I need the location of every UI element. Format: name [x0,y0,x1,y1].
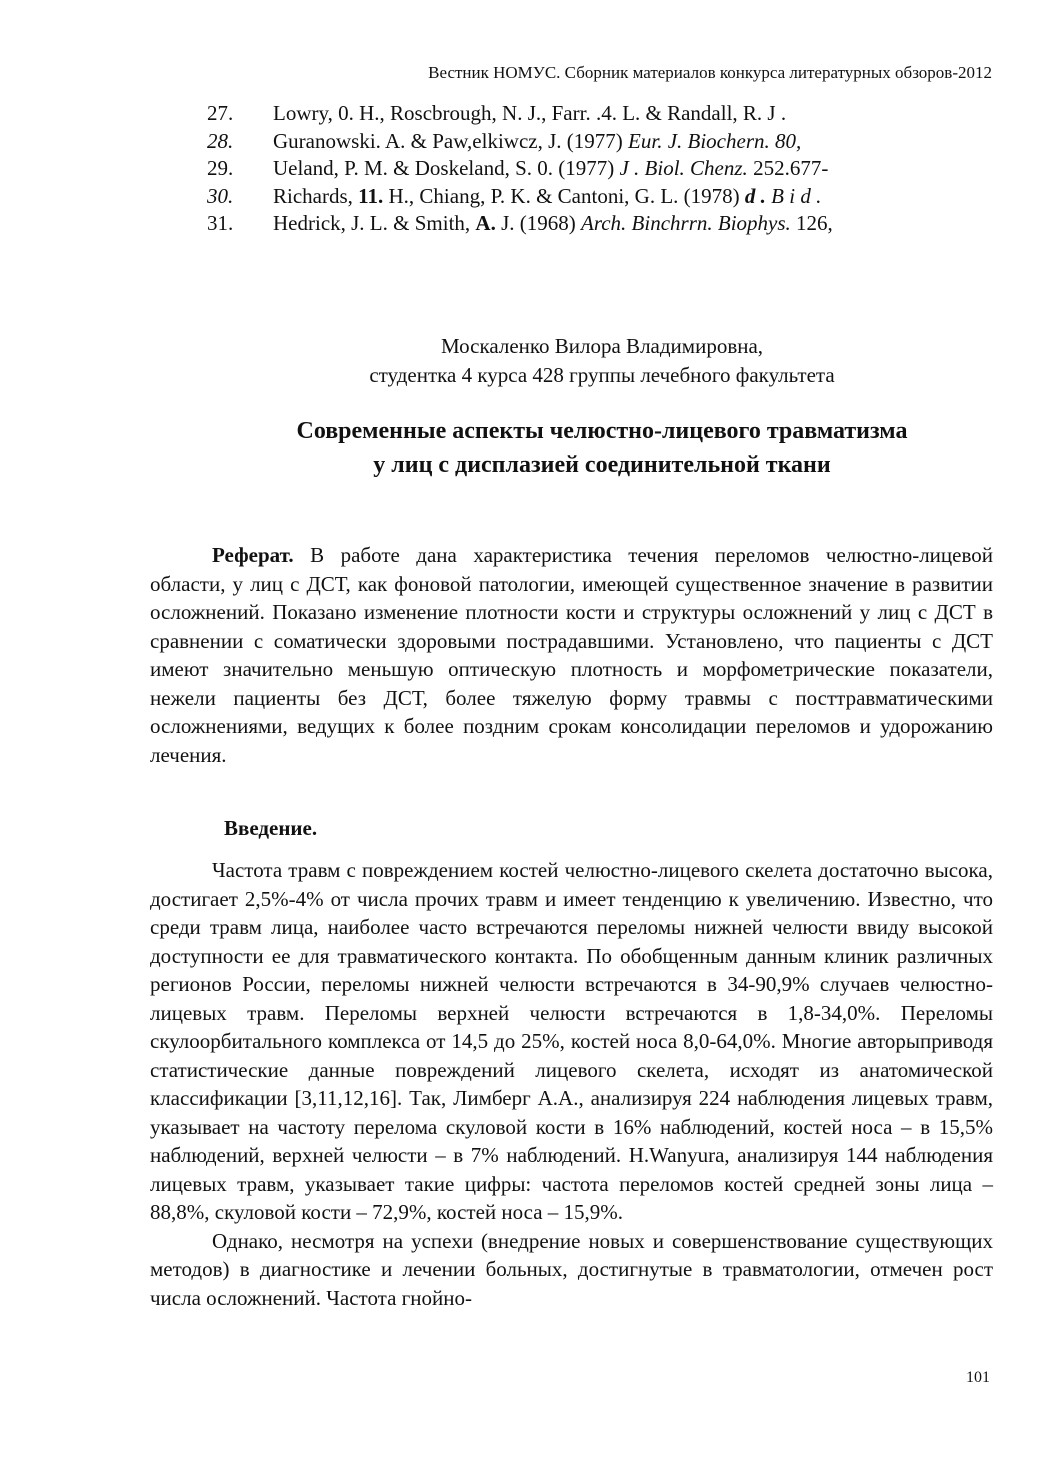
author-name: Москаленко Вилора Владимировна, [440,334,764,358]
running-header: Вестник НОМУС. Сборник материалов конкурса литературных обзоров-2012 [428,63,992,82]
reference-segment: Richards, [273,183,359,208]
reference-segment: Ueland, P. M. & Doskeland, S. 0. (1977) [273,156,620,180]
section-heading-intro: Введение. [224,816,318,840]
abstract-label: Реферат. [212,543,294,567]
reference-number: 31. [207,211,234,235]
author-affiliation: студентка 4 курса 428 группы лечебного факультета [369,363,835,387]
intro-body [150,856,993,1312]
page-number: 101 [966,1369,990,1386]
reference-segment: H., Chiang, P. K. & Cantoni, G. L. (1978) [383,183,745,208]
reference-text [273,128,801,156]
reference-number: 27. [207,101,234,125]
reference-number: 28. [207,128,234,153]
reference-segment: 11. [358,183,384,208]
article-title [0,414,1040,482]
reference-item [207,155,997,183]
reference-number: 29. [207,156,234,180]
reference-text [273,100,786,128]
reference-item [207,210,997,238]
paragraph: Однако, несмотря на успехи (внедрение новых и совершенствование существующих методов) в диагностике и лечении больных, достигнутые в травматологии, отмечен рост числа осложнений. Частота гнойно- [150,1228,993,1310]
reference-segment: J . Biol. Chenz. [619,156,748,180]
reference-segment: J. (1968) [495,211,581,235]
paragraph: Частота травм с повреждением костей челюстно-лицевого скелета достаточно высока, достигает 2,5%-4% от числа прочих травм и имеет тенденцию к увеличению. Известно, что среди травм лица, наиболее часто встречаются переломы нижней челюсти ввиду высокой доступности ее для травматического контакта. По обобщенным данным клиник различных регионов России, переломы нижней челюсти встречаются в 34-90,9% случаев челюстно-лицевых травм. Переломы верхней челюсти встречаются в 1,8-34,0%. Переломы скулоорбитального комплекса от 14,5 до 25%, костей носа 8,0-64,0%. Многие авторыприводя статистические данные повреждений лицевого скелета, исходят из анатомической классификации [3,11,12,16]. Так, Лимберг А.А., анализируя 224 наблюдения лицевых травм, указывает на частоту перелома скуловой кости в 16% наблюдений, костей носа – в 15,5% наблюдений, верхней челюсти – в 7% наблюдений. H.Wanyura, анализируя 144 наблюдения лицевых травм, указывает такие цифры: частота переломов костей средней зоны лица – 88,8%, скуловой кости – 72,9%, костей носа – 15,9%. [150,858,993,1224]
reference-segment: d . [744,183,766,208]
reference-segment: B i d . [765,183,822,208]
reference-text [273,155,828,183]
reference-segment: Hedrick, J. L. & Smith, [273,211,476,235]
reference-segment: Guranowski. A. & Paw,elkiwcz, J. (1977) [273,128,629,153]
reference-item [207,128,997,156]
reference-item [207,183,997,211]
reference-segment: 252.677- [747,156,829,180]
reference-list [207,100,997,238]
reference-item [207,100,997,128]
reference-segment: Lowry, 0. H., Roscbrough, N. J., Farr. .4. L. & Randall, R. J . [273,101,787,125]
reference-segment: Eur. J. Biochern. 80, [628,128,802,153]
abstract [150,541,993,769]
abstract-text: В работе дана характеристика течения переломов челюстно-лицевой области, у лиц с ДСТ, как фоновой патологии, имеющей существенное значение в развитии осложнений. Показано изменение плотности кости и структуры осложнений у лиц с ДСТ в сравнении с соматически здоровыми пострадавшими. Установлено, что пациенты с ДСТ имеют значительно меньшую оптическую плотность и морфометрические показатели, нежели пациенты без ДСТ, более тяжелую форму травмы с посттравматическими осложнениями, ведущих к более поздним срокам консолидации переломов и удорожанию лечения. [150,543,993,767]
reference-text [273,210,833,238]
author-block [0,332,1040,390]
article-title-line-1: Современные аспекты челюстно-лицевого травматизма [296,418,908,444]
reference-number: 30. [207,183,234,208]
reference-segment: Arch. Binchrrn. Biophys. [581,211,791,235]
reference-segment: A. [475,211,496,235]
reference-segment: 126, [790,211,833,235]
article-title-line-2: у лиц с дисплазией соединительной ткани [373,452,831,478]
reference-text [273,183,821,211]
